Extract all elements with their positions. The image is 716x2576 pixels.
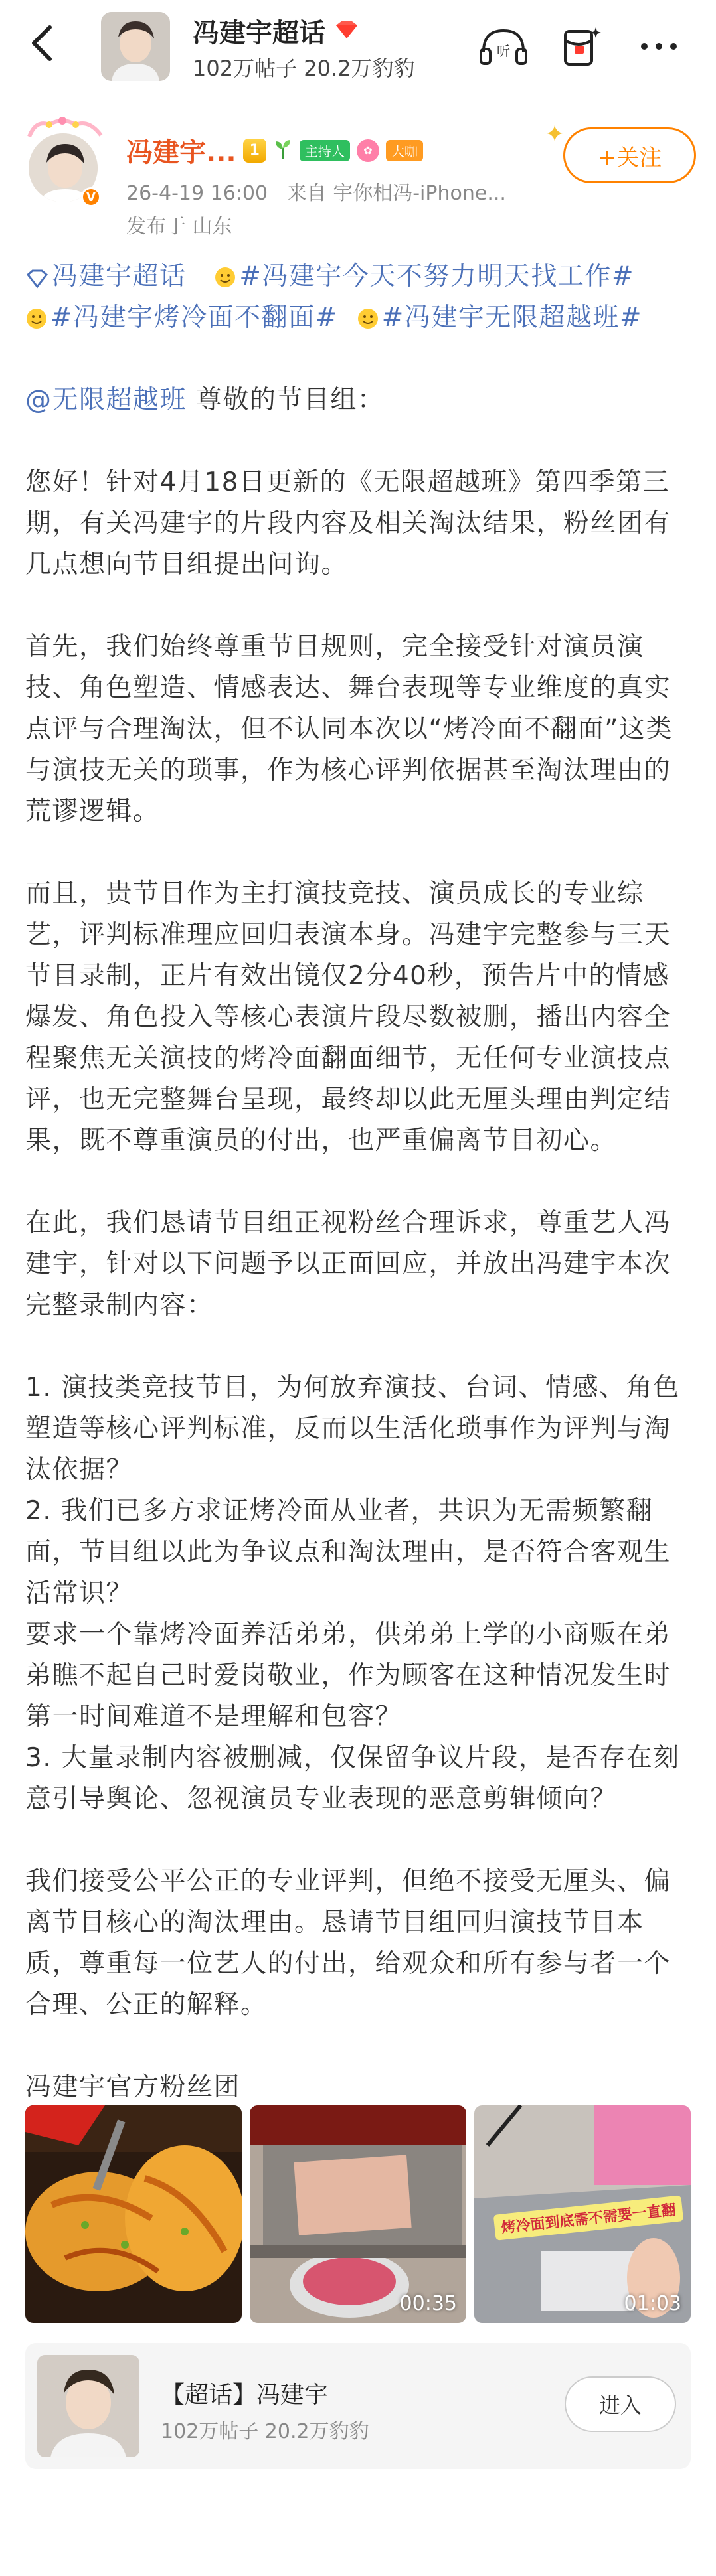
post-timestamp: 26-4-19 16:00 — [126, 182, 268, 205]
back-button[interactable] — [19, 20, 65, 66]
question-3: 3. 大量录制内容被删减，仅保留争议片段，是否存在刻意引导舆论、忽视演员专业表现的恶意剪辑倾向？ — [25, 1743, 680, 1814]
topic-stats: 102万帖子 20.2万豹豹 — [193, 56, 415, 81]
greeting-line — [25, 380, 696, 421]
topic-tags-line2 — [25, 297, 696, 339]
post-source: 来自 宇你相冯-iPhone... — [286, 182, 506, 205]
diamond-outline-icon — [25, 269, 49, 289]
level-badge — [243, 139, 266, 163]
verified-icon: V — [81, 187, 101, 207]
video-duration: 00:35 — [399, 2292, 457, 2315]
diamond-icon — [333, 20, 360, 42]
signature-name: 冯建宇官方粉丝团 — [25, 2072, 241, 2102]
topic-link-work-hard[interactable]: #冯建宇今天不努力明天找工作# — [214, 262, 634, 291]
avatar-photo — [101, 12, 170, 81]
listen-icon — [478, 25, 529, 68]
media-grid — [25, 2105, 691, 2323]
topic-tags — [25, 256, 696, 297]
top-navigation-bar — [0, 0, 716, 93]
supertopic-card[interactable] — [25, 2343, 691, 2469]
media-image-1[interactable] — [25, 2105, 242, 2323]
svg-text:听: 听 — [497, 43, 510, 59]
red-envelope-icon — [559, 23, 605, 70]
follow-button[interactable]: +关注 — [563, 127, 696, 183]
supertopic-stats: 102万帖子 20.2万豹豹 — [161, 2420, 369, 2443]
post-location: 发布于 山东 — [126, 215, 232, 238]
topic-link-show[interactable]: #冯建宇无限超越班# — [357, 303, 642, 333]
supertopic-avatar — [37, 2355, 139, 2457]
back-icon — [29, 23, 55, 63]
paragraph-3: 而且，贵节目作为主打演技竞技、演员成长的专业综艺，评判标准理应回归表演本身。冯建宇完整参与三天节目录制，正片有效出镜仅2分40秒，预告片中的情感爆发、角色投入等核心表演片段尽数被删，播出内容全程聚焦无关演技的烤冷面翻面细节，无任何专业演技点评，也无完整舞台呈现，最终却以此无厘头理由判定结果，既不尊重演员的付出，也严重偏离节目初心。 — [25, 879, 671, 1156]
smile-emoji-icon — [25, 307, 48, 330]
greeting-text: 尊敬的节目组： — [187, 385, 385, 415]
sparkle-icon: ✦ — [545, 121, 565, 148]
post-body — [25, 256, 696, 2149]
sprout-icon — [273, 139, 293, 163]
media-video-1[interactable] — [250, 2105, 466, 2323]
video-caption: 烤冷面到底需不需要一直翻 — [493, 2195, 684, 2240]
red-envelope-button[interactable] — [555, 20, 608, 73]
author-avatar-wrap[interactable] — [20, 117, 113, 210]
supertopic-title: 【超话】冯建宇 — [161, 2382, 329, 2409]
food-photo — [25, 2105, 242, 2323]
question-2-detail: 要求一个靠烤冷面养活弟弟，供弟弟上学的小商贩在弟弟瞧不起自己时爱岗敬业，作为顾客在这种情况发生时第一时间难道不是理解和包容？ — [25, 1620, 671, 1732]
question-2: 2. 我们已多方求证烤冷面从业者，共识为无需频繁翻面，节目组以此为争议点和淘汰理由，是否符合客观生活常识？ — [25, 1496, 671, 1608]
more-icon — [638, 40, 680, 53]
paragraph-2: 首先，我们始终尊重节目规则，完全接受针对演员演技、角色塑造、情感表达、舞台表现等专业维度的真实点评与合理淘汰，但不认同本次以“烤冷面不翻面”这类与演技无关的琐事，作为核心评判依据甚至淘汰理由的荒谬逻辑。 — [25, 632, 673, 826]
enter-button[interactable]: 进入 — [565, 2376, 676, 2432]
big-shot-badge: 大咖 — [386, 140, 423, 161]
level-number: 1 — [249, 142, 260, 159]
smile-emoji-icon — [214, 266, 236, 289]
author-name[interactable]: 冯建宇... — [126, 137, 236, 168]
topic-link-supertopic[interactable]: 冯建宇超话 — [25, 262, 187, 291]
listen-button[interactable] — [477, 20, 530, 73]
topic-link-noodle[interactable]: #冯建宇烤冷面不翻面# — [25, 303, 338, 333]
more-button[interactable] — [632, 20, 685, 73]
paragraph-1: 您好！针对4月18日更新的《无限超越班》第四季第三期，有关冯建宇的片段内容及相关淘汰结果，粉丝团有几点想向节目组提出问询。 — [25, 467, 671, 579]
mention-link[interactable]: @无限超越班 — [25, 385, 187, 415]
vip-frame-icon — [23, 117, 109, 146]
paragraph-4: 在此，我们恳请节目组正视粉丝合理诉求，尊重艺人冯建宇，针对以下问题予以正面回应，并放出冯建宇本次完整录制内容： — [25, 1208, 671, 1320]
media-video-2[interactable] — [474, 2105, 691, 2323]
video-thumbnail — [250, 2105, 466, 2323]
host-badge: 主持人 — [300, 140, 350, 161]
topic-title: 冯建宇超话 — [193, 18, 325, 48]
flower-badge-icon: ✿ — [357, 139, 379, 162]
post-meta — [126, 177, 506, 206]
topic-avatar[interactable] — [101, 12, 170, 81]
smile-emoji-icon — [357, 307, 379, 330]
video-duration: 01:03 — [624, 2292, 681, 2315]
question-1: 1. 演技类竞技节目，为何放弃演技、台词、情感、角色塑造等核心评判标准，反而以生活化琐事作为评判与淘汰依据？ — [25, 1373, 680, 1485]
paragraph-5: 我们接受公平公正的专业评判，但绝不接受无厘头、偏离节目核心的淘汰理由。恳请节目组回归演技节目本质，尊重每一位艺人的付出，给观众和所有参与者一个合理、公正的解释。 — [25, 1866, 671, 2020]
